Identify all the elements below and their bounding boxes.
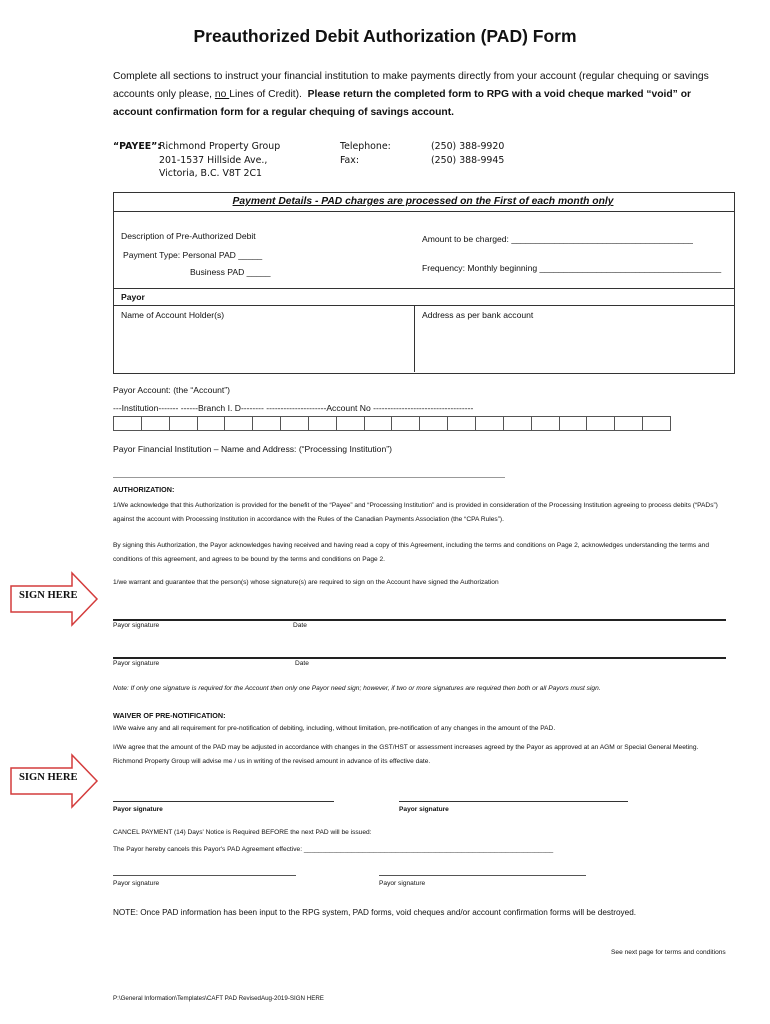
- digit-box[interactable]: [420, 416, 448, 431]
- signature-line-1[interactable]: [113, 619, 726, 621]
- cancel-payor-signature-2: Payor signature: [379, 880, 426, 887]
- payor-heading: Payor: [121, 292, 145, 302]
- cancel-signature-line-2[interactable]: [379, 875, 586, 876]
- sign-here-arrow: [9, 571, 99, 627]
- date-label-1: Date: [293, 622, 307, 629]
- divider: [414, 305, 415, 372]
- digit-box[interactable]: [253, 416, 281, 431]
- payor-signature-label-2: Payor signature: [113, 660, 160, 667]
- payee-address-line1: 201-1537 Hillside Ave.,: [159, 154, 268, 166]
- processing-institution-label: Payor Financial Institution – Name and Address: (“Processing Institution”): [113, 444, 392, 454]
- waiver-signature-line-2[interactable]: [399, 801, 628, 802]
- payor-signature-label-1: Payor signature: [113, 622, 160, 629]
- waiver-heading: WAIVER OF PRE-NOTIFICATION:: [113, 711, 226, 720]
- fax-label: Fax:: [340, 154, 359, 166]
- payment-type-business[interactable]: Business PAD _____: [190, 267, 271, 277]
- payment-type-personal[interactable]: Payment Type: Personal PAD _____: [123, 250, 263, 260]
- digit-box[interactable]: [643, 416, 671, 431]
- see-next-page: See next page for terms and conditions: [611, 949, 726, 956]
- fax-value: (250) 388-9945: [431, 154, 505, 166]
- divider: [113, 288, 734, 289]
- digit-box[interactable]: [532, 416, 560, 431]
- account-number-grid[interactable]: [113, 416, 671, 430]
- authorization-heading: AUTHORIZATION:: [113, 485, 175, 494]
- digit-box[interactable]: [365, 416, 393, 431]
- payor-account-label: Payor Account: (the “Account”): [113, 385, 231, 395]
- cancel-payor-signature-1: Payor signature: [113, 880, 160, 887]
- date-label-2: Date: [295, 660, 309, 667]
- waiver-payor-signature-2: Payor signature: [399, 806, 449, 813]
- payee-address-line2: Victoria, B.C. V8T 2C1: [159, 168, 263, 179]
- cancel-effective-field[interactable]: The Payor hereby cancels this Payor's PAD Agreement effective: ____________________________________________________________________: [113, 846, 554, 853]
- signature-note: Note: If only one signature is required for the Account then only one Payor need sign; however, if two or more signatures are required then both or all Payors must sign.: [113, 685, 601, 692]
- sign-here-arrow: [9, 753, 99, 809]
- payee-address: [159, 140, 280, 181]
- payee-contact-values: [431, 140, 504, 167]
- digit-box[interactable]: [392, 416, 420, 431]
- divider: [113, 211, 734, 212]
- intro-bold-instruction: Please return the completed form to RPG with a void cheque marked “void” or account confirmation form for a regular chequing of savings account.: [113, 89, 691, 118]
- digit-box[interactable]: [560, 416, 588, 431]
- telephone-label: Telephone:: [340, 141, 391, 152]
- account-holder-field[interactable]: Name of Account Holder(s): [121, 310, 225, 320]
- destroy-note: NOTE: Once PAD information has been input to the RPG system, PAD forms, void cheques and/or account confirmation forms will be destroyed.: [113, 908, 637, 917]
- payee-contact-labels: [340, 140, 391, 167]
- waiver-para-1: I/We waive any and all requirement for pre-notification of debiting, including, without limitation, pre-notification of any changes in the amount of the PAD.: [113, 725, 556, 732]
- payee-label: “PAYEE”:: [113, 141, 162, 152]
- payee-name: Richmond Property Group: [159, 141, 281, 152]
- digit-box[interactable]: [337, 416, 365, 431]
- description-label: Description of Pre-Authorized Debit: [121, 231, 256, 241]
- bank-address-field[interactable]: Address as per bank account: [422, 310, 534, 320]
- digit-box[interactable]: [504, 416, 532, 431]
- divider: [113, 305, 734, 306]
- telephone-value: (250) 388-9920: [431, 141, 505, 152]
- payment-details-box: [113, 192, 735, 374]
- digit-box[interactable]: [113, 416, 142, 431]
- amount-field[interactable]: Amount to be charged: ______________________________________: [422, 234, 693, 244]
- institution-line[interactable]: [113, 477, 505, 478]
- digit-box[interactable]: [281, 416, 309, 431]
- waiver-signature-line-1[interactable]: [113, 801, 334, 802]
- waiver-payor-signature-1: Payor signature: [113, 806, 163, 813]
- cancel-signature-line-1[interactable]: [113, 875, 296, 876]
- intro-underlined: no: [214, 89, 230, 100]
- digit-box[interactable]: [170, 416, 198, 431]
- frequency-field[interactable]: Frequency: Monthly beginning ______________________________________: [422, 263, 722, 273]
- digit-box[interactable]: [615, 416, 643, 431]
- account-fields-legend: ---Institution------- ------Branch I. D-------- ---------------------Account No -----------------------------------: [113, 403, 474, 413]
- footer-file-path: P:\General Information\Templates\CAFT PAD RevisedAug-2019-SIGN HERE: [113, 995, 324, 1002]
- authorization-para-2: By signing this Authorization, the Payor acknowledges having received and having read a copy of this Agreement, including the terms and conditions on Page 2, acknowledges understanding the terms and conditions of this agreement, and agrees to be bound by the terms and conditions on Page 2.: [113, 542, 710, 563]
- cancel-payment-notice: CANCEL PAYMENT (14) Days' Notice is Required BEFORE the next PAD will be issued:: [113, 829, 372, 836]
- intro-text-1: Complete all sections to instruct your financial institution to make payments directly from your account (regular chequing or savings accounts only please,: [113, 71, 709, 100]
- digit-box[interactable]: [225, 416, 253, 431]
- digit-box[interactable]: [448, 416, 476, 431]
- payment-details-heading: Payment Details - PAD charges are processed on the First of each month only: [232, 196, 614, 207]
- intro-paragraph: [113, 68, 733, 122]
- waiver-para-2: I/We agree that the amount of the PAD may be adjusted in accordance with changes in the GST/HST or assessment increases agreed by the Payor as approved at an AGM or Special General Meeting. Richmond Property Group will advise me / us in writing of the revised amount in advance of its effective date.: [113, 744, 699, 765]
- sign-here-label: SIGN HERE: [19, 590, 78, 601]
- digit-box[interactable]: [587, 416, 615, 431]
- digit-box[interactable]: [142, 416, 170, 431]
- digit-box[interactable]: [476, 416, 504, 431]
- digit-box[interactable]: [309, 416, 337, 431]
- authorization-para-3: 1/we warrant and guarantee that the person(s) whose signature(s) are required to sign on the Account have signed the Authorization: [113, 579, 499, 586]
- authorization-para-1: 1/We acknowledge that this Authorization is provided for the benefit of the “Payee” and “Processing Institution” and is provided in consideration of the Processing Institution agreeing to process debits (“PADs”) against the account with Processing Institution in accordance with the Rules of the Canadian Payments Association (the “CPA Rules”).: [113, 502, 718, 523]
- sign-here-label: SIGN HERE: [19, 772, 78, 783]
- signature-line-2[interactable]: [113, 657, 726, 659]
- digit-box[interactable]: [198, 416, 226, 431]
- page-title: Preauthorized Debit Authorization (PAD) Form: [193, 26, 577, 46]
- intro-text-2: Lines of Credit).: [229, 89, 302, 100]
